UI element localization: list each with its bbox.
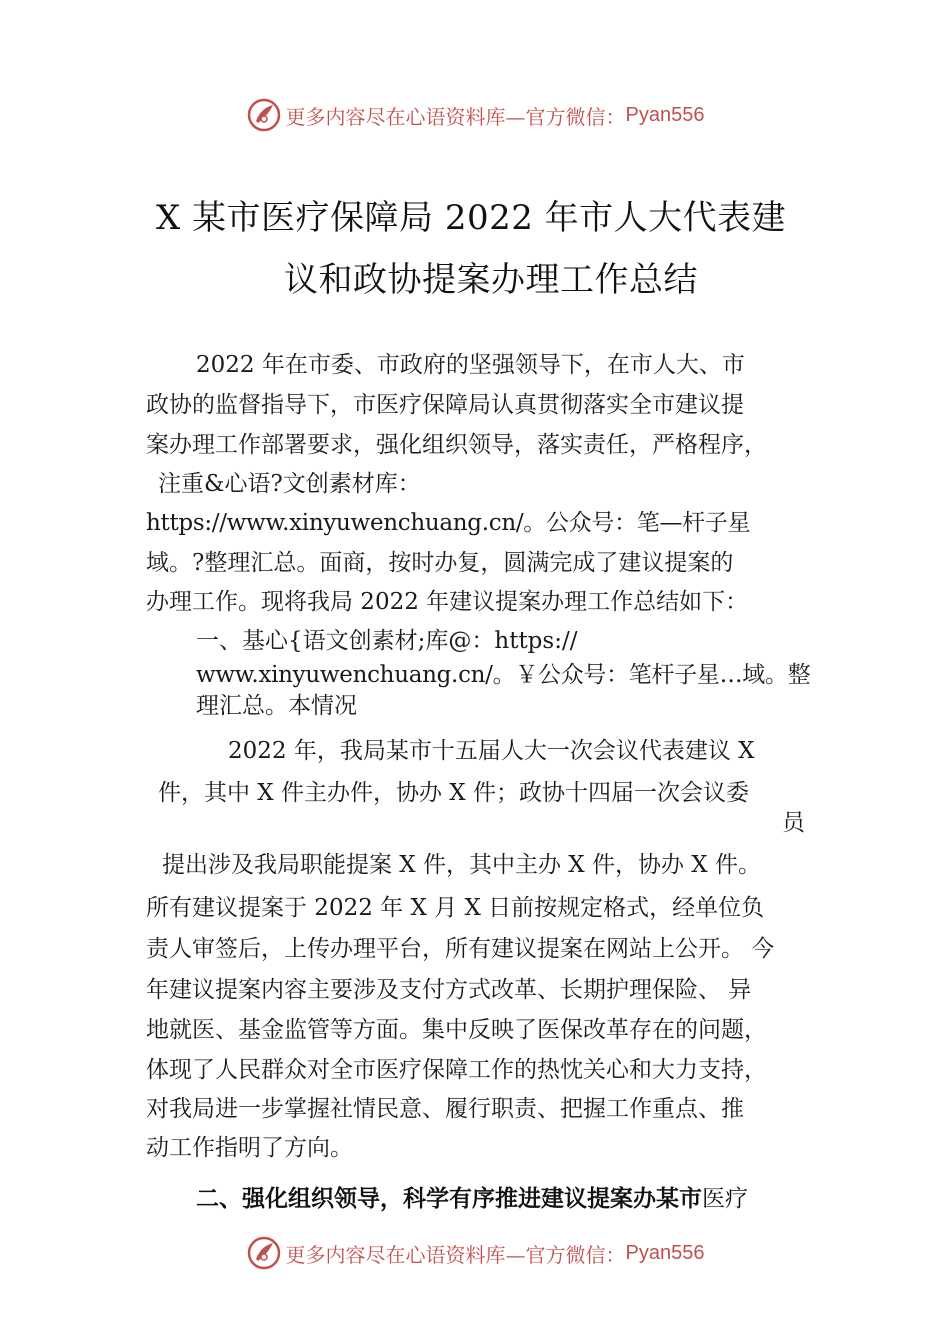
body-line: 对我局进一步掌握社情民意、履行职责、把握工作重点、推 <box>146 1096 744 1122</box>
section-heading-2-tail: 医疗 <box>702 1186 748 1212</box>
body-line: 理汇总。本情况 <box>196 693 357 719</box>
body-line: 件，其中 X 件主办件，协办 X 件；政协十四届一次会议委 <box>158 780 749 806</box>
section-heading-2 <box>196 1184 748 1214</box>
banner-wechat-handle: Pyan556 <box>625 1241 705 1264</box>
body-line: 办理工作。现将我局 2022 年建议提案办理工作总结如下： <box>146 589 749 615</box>
brand-logo-icon <box>246 97 282 133</box>
body-line: 2022 年，我局某市十五届人大一次会议代表建议 X <box>228 738 755 764</box>
section-heading-2-bold: 二、强化组织领导，科学有序推进建议提案办某市 <box>196 1186 702 1212</box>
body-line: 注重&心语?文创素材库： <box>158 471 421 497</box>
header-banner <box>0 95 950 135</box>
body-line: 案办理工作部署要求，强化组织领导，落实责任，严格程序， <box>146 432 767 458</box>
banner-wechat-handle: Pyan556 <box>625 103 705 126</box>
body-line: 年建议提案内容主要涉及支付方式改革、长期护理保险、 异 <box>146 977 752 1003</box>
banner-text: 更多内容尽在心语资料库—官方微信： <box>285 104 626 129</box>
document-title-line-1: X 某市医疗保障局 2022 年市人大代表建 <box>156 198 787 238</box>
body-line: 域。?整理汇总。面商，按时办复，圆满完成了建议提案的 <box>146 550 734 576</box>
body-line: 所有建议提案于 2022 年 X 月 X 日前按规定格式，经单位负 <box>146 895 765 921</box>
body-line: 政协的监督指导下，市医疗保障局认真贯彻落实全市建议提 <box>146 392 744 418</box>
body-line: 一、基心{语文创素材;库@：https:// <box>196 628 578 654</box>
body-line: 员 <box>782 810 805 836</box>
body-line: 动工作指明了方向。 <box>146 1135 353 1161</box>
body-line: 提出涉及我局职能提案 X 件，其中主办 X 件，协办 X 件。 <box>162 852 761 878</box>
body-line: 体现了人民群众对全市医疗保障工作的热忱关心和大力支持， <box>146 1057 767 1083</box>
brand-logo-icon <box>246 1235 282 1271</box>
banner-text: 更多内容尽在心语资料库—官方微信： <box>285 1242 626 1267</box>
body-line: 2022 年在市委、市政府的坚强领导下，在市人大、市 <box>196 352 745 378</box>
document-title-line-2: 议和政协提案办理工作总结 <box>284 260 698 300</box>
body-line: 责人审签后，上传办理平台，所有建议提案在网站上公开。 今 <box>146 936 775 962</box>
footer-banner <box>0 1233 950 1273</box>
body-line: 地就医、基金监管等方面。集中反映了医保改革存在的问题， <box>146 1017 767 1043</box>
body-line: www.xinyuwenchuang.cn/。￥公众号：笔杆子星…域。整 <box>196 662 811 688</box>
body-line: https://www.xinyuwenchuang.cn/。公众号：笔—杆子星 <box>146 510 751 536</box>
